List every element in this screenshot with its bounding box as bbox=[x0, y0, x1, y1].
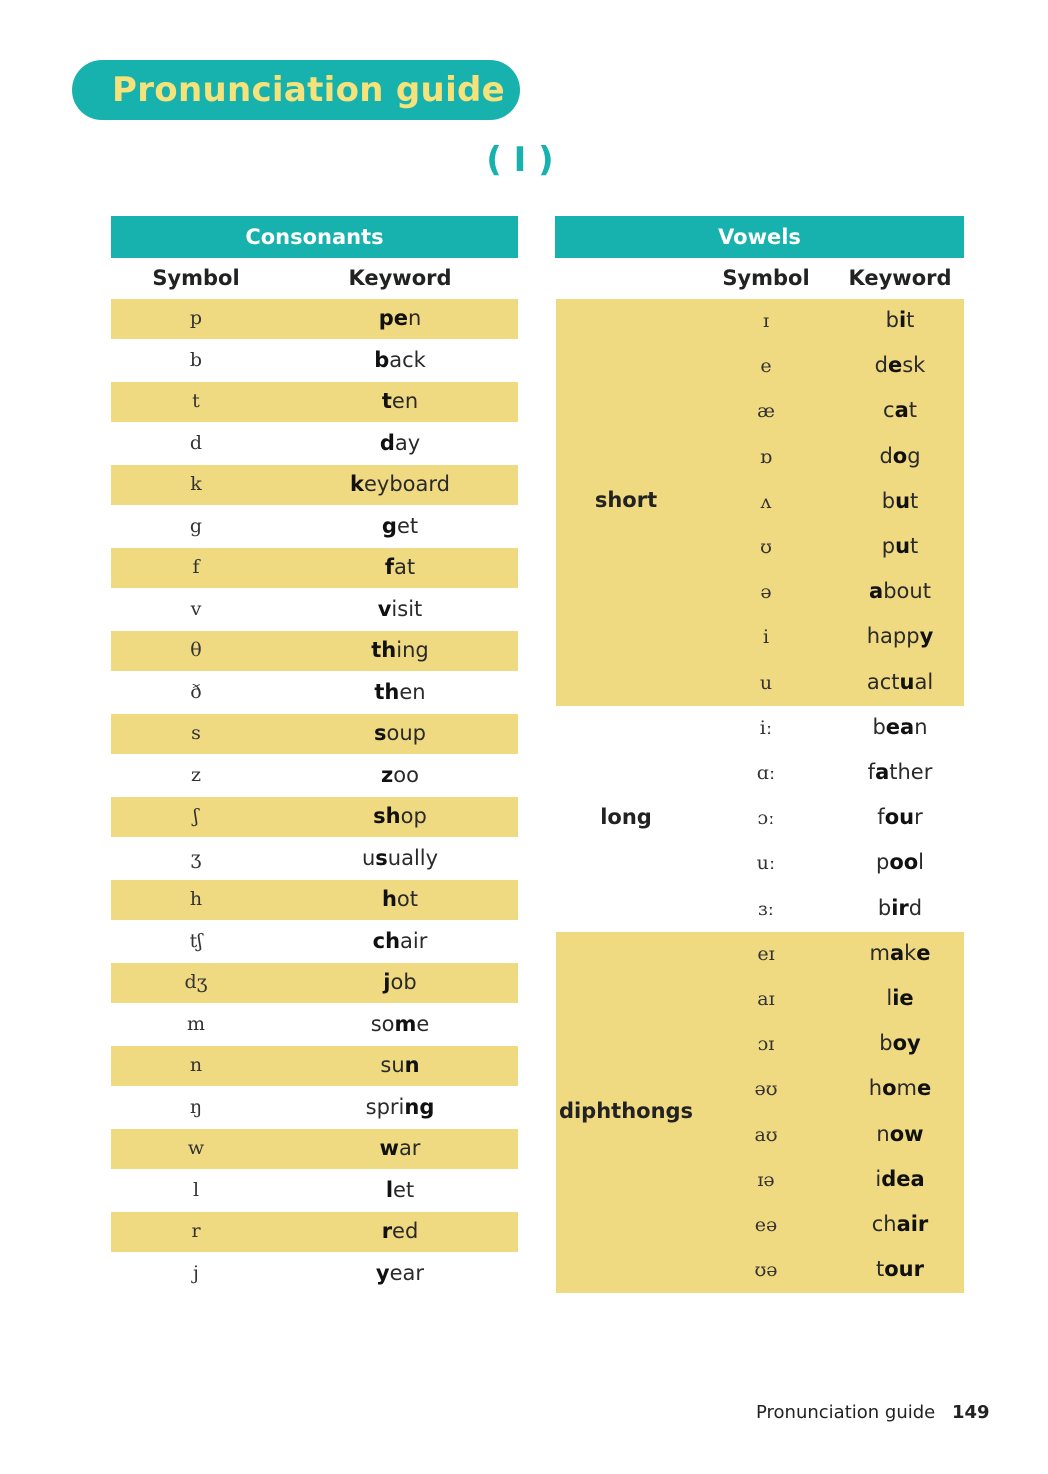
consonant-symbol: v bbox=[190, 597, 202, 620]
vowel-symbol: ʊ bbox=[760, 536, 772, 558]
consonant-symbol: z bbox=[190, 763, 201, 786]
vowel-symbol: e bbox=[760, 355, 772, 378]
vowel-symbol: aɪ bbox=[757, 988, 775, 1010]
vowel-symbol: ɔː bbox=[757, 807, 775, 830]
vowel-symbol: ɪə bbox=[757, 1168, 775, 1191]
consonant-symbol: ʃ bbox=[193, 805, 199, 827]
vowel-keyword: pool bbox=[875, 850, 925, 875]
vowel-symbol: uː bbox=[756, 852, 776, 875]
consonant-keyword: zoo bbox=[381, 762, 419, 787]
consonant-keyword: shop bbox=[373, 804, 427, 828]
consonant-symbol: w bbox=[187, 1137, 205, 1159]
consonant-keyword: keyboard bbox=[350, 472, 450, 496]
consonant-symbol: f bbox=[192, 556, 200, 578]
vowels-symbol-heading: Symbol bbox=[722, 266, 810, 290]
consonant-symbol: b bbox=[189, 348, 203, 371]
consonant-keyword: hot bbox=[381, 887, 419, 911]
consonants-keyword-heading: Keyword bbox=[348, 266, 452, 290]
vowel-keyword: bit bbox=[885, 308, 915, 332]
vowel-keyword: lie bbox=[886, 986, 914, 1010]
consonant-keyword: year bbox=[375, 1260, 425, 1285]
vowel-keyword: boy bbox=[879, 1031, 921, 1056]
vowel-symbol: æ bbox=[757, 400, 775, 423]
consonants-header: Consonants bbox=[111, 216, 518, 258]
page-number: 149 bbox=[952, 1402, 990, 1423]
consonant-symbol: h bbox=[189, 888, 203, 910]
vowel-keyword: dog bbox=[879, 443, 921, 468]
vowel-symbol: iː bbox=[759, 716, 773, 739]
consonant-symbol: d bbox=[189, 431, 203, 454]
page-title-banner bbox=[72, 60, 520, 120]
consonant-keyword: then bbox=[374, 679, 426, 704]
consonant-symbol: j bbox=[193, 1261, 199, 1284]
vowel-keyword: bean bbox=[872, 714, 928, 739]
consonants-symbol-heading: Symbol bbox=[152, 266, 240, 290]
vowel-symbol: eɪ bbox=[757, 942, 775, 965]
vowel-keyword: happy bbox=[866, 624, 934, 649]
consonant-symbol: t bbox=[192, 390, 200, 412]
consonant-keyword: soup bbox=[374, 721, 426, 745]
consonant-keyword: red bbox=[381, 1219, 419, 1243]
consonant-keyword: sun bbox=[380, 1053, 420, 1077]
consonant-keyword: fat bbox=[384, 555, 416, 579]
vowel-keyword: idea bbox=[875, 1166, 925, 1191]
vowel-group-label-short: short bbox=[594, 488, 658, 513]
consonant-symbol: tʃ bbox=[189, 929, 203, 952]
consonant-symbol: ʒ bbox=[190, 846, 202, 869]
vowel-keyword: now bbox=[876, 1121, 924, 1146]
vowel-keyword: but bbox=[881, 488, 919, 513]
vowel-symbol: ə bbox=[760, 581, 772, 604]
consonant-keyword: back bbox=[374, 347, 426, 372]
vowel-keyword: chair bbox=[871, 1212, 929, 1236]
vowel-keyword: about bbox=[869, 579, 931, 604]
consonant-keyword: day bbox=[379, 430, 421, 455]
consonant-symbol: dʒ bbox=[184, 971, 208, 993]
vowel-keyword: make bbox=[869, 940, 931, 965]
unit-label: ( I ) bbox=[486, 140, 554, 180]
consonant-keyword: thing bbox=[371, 638, 429, 662]
consonant-symbol: r bbox=[191, 1220, 201, 1242]
consonant-symbol: ŋ bbox=[189, 1095, 203, 1118]
consonant-symbol: n bbox=[189, 1054, 203, 1076]
footer-text: Pronunciation guide bbox=[756, 1402, 936, 1423]
consonant-keyword: chair bbox=[372, 928, 428, 953]
vowel-keyword: four bbox=[877, 805, 923, 830]
vowel-group-label-diphthongs: diphthongs bbox=[558, 1098, 694, 1123]
page-title: Pronunciation guide bbox=[112, 70, 506, 110]
vowel-group-label-long: long bbox=[600, 804, 652, 829]
vowel-keyword: bird bbox=[877, 895, 923, 920]
vowel-keyword: father bbox=[867, 760, 933, 784]
consonant-keyword: some bbox=[370, 1011, 430, 1036]
consonant-symbol: m bbox=[186, 1012, 206, 1035]
consonant-keyword: ten bbox=[381, 389, 419, 413]
vowel-symbol: ʊə bbox=[754, 1259, 778, 1282]
consonant-keyword: pen bbox=[378, 306, 422, 330]
vowel-symbol: aʊ bbox=[754, 1123, 778, 1146]
vowel-symbol: eə bbox=[754, 1214, 778, 1236]
consonant-keyword: job bbox=[383, 970, 417, 994]
vowel-symbol: ʌ bbox=[760, 490, 772, 513]
vowel-keyword: cat bbox=[883, 398, 917, 423]
consonant-symbol: k bbox=[190, 473, 202, 495]
vowel-keyword: tour bbox=[876, 1257, 924, 1282]
vowel-symbol: ɒ bbox=[759, 445, 773, 468]
consonant-keyword: usually bbox=[361, 845, 439, 870]
vowels-keyword-heading: Keyword bbox=[848, 266, 952, 290]
vowel-keyword: actual bbox=[866, 669, 934, 694]
vowel-keyword: put bbox=[881, 534, 919, 558]
consonant-keyword: war bbox=[379, 1136, 421, 1160]
consonant-symbol: s bbox=[191, 722, 201, 744]
vowel-keyword: desk bbox=[874, 353, 926, 378]
consonant-keyword: spring bbox=[365, 1094, 435, 1119]
vowel-symbol: ɜː bbox=[757, 897, 775, 920]
consonant-keyword: get bbox=[381, 513, 419, 538]
vowel-keyword: home bbox=[868, 1076, 932, 1101]
consonant-symbol: ð bbox=[190, 680, 202, 703]
consonant-symbol: l bbox=[192, 1178, 200, 1201]
consonant-symbol: g bbox=[189, 514, 203, 537]
vowel-symbol: u bbox=[759, 671, 773, 694]
vowel-symbol: ɑː bbox=[756, 762, 776, 784]
vowels-header: Vowels bbox=[555, 216, 964, 258]
consonant-keyword: let bbox=[385, 1177, 415, 1202]
vowel-symbol: i bbox=[762, 626, 770, 649]
vowel-symbol: ɪ bbox=[762, 310, 770, 332]
vowel-symbol: ɔɪ bbox=[757, 1033, 775, 1056]
vowel-symbol: əʊ bbox=[754, 1078, 778, 1101]
consonant-symbol: θ bbox=[190, 639, 202, 661]
consonant-keyword: visit bbox=[377, 596, 423, 621]
consonant-symbol: p bbox=[189, 307, 203, 329]
